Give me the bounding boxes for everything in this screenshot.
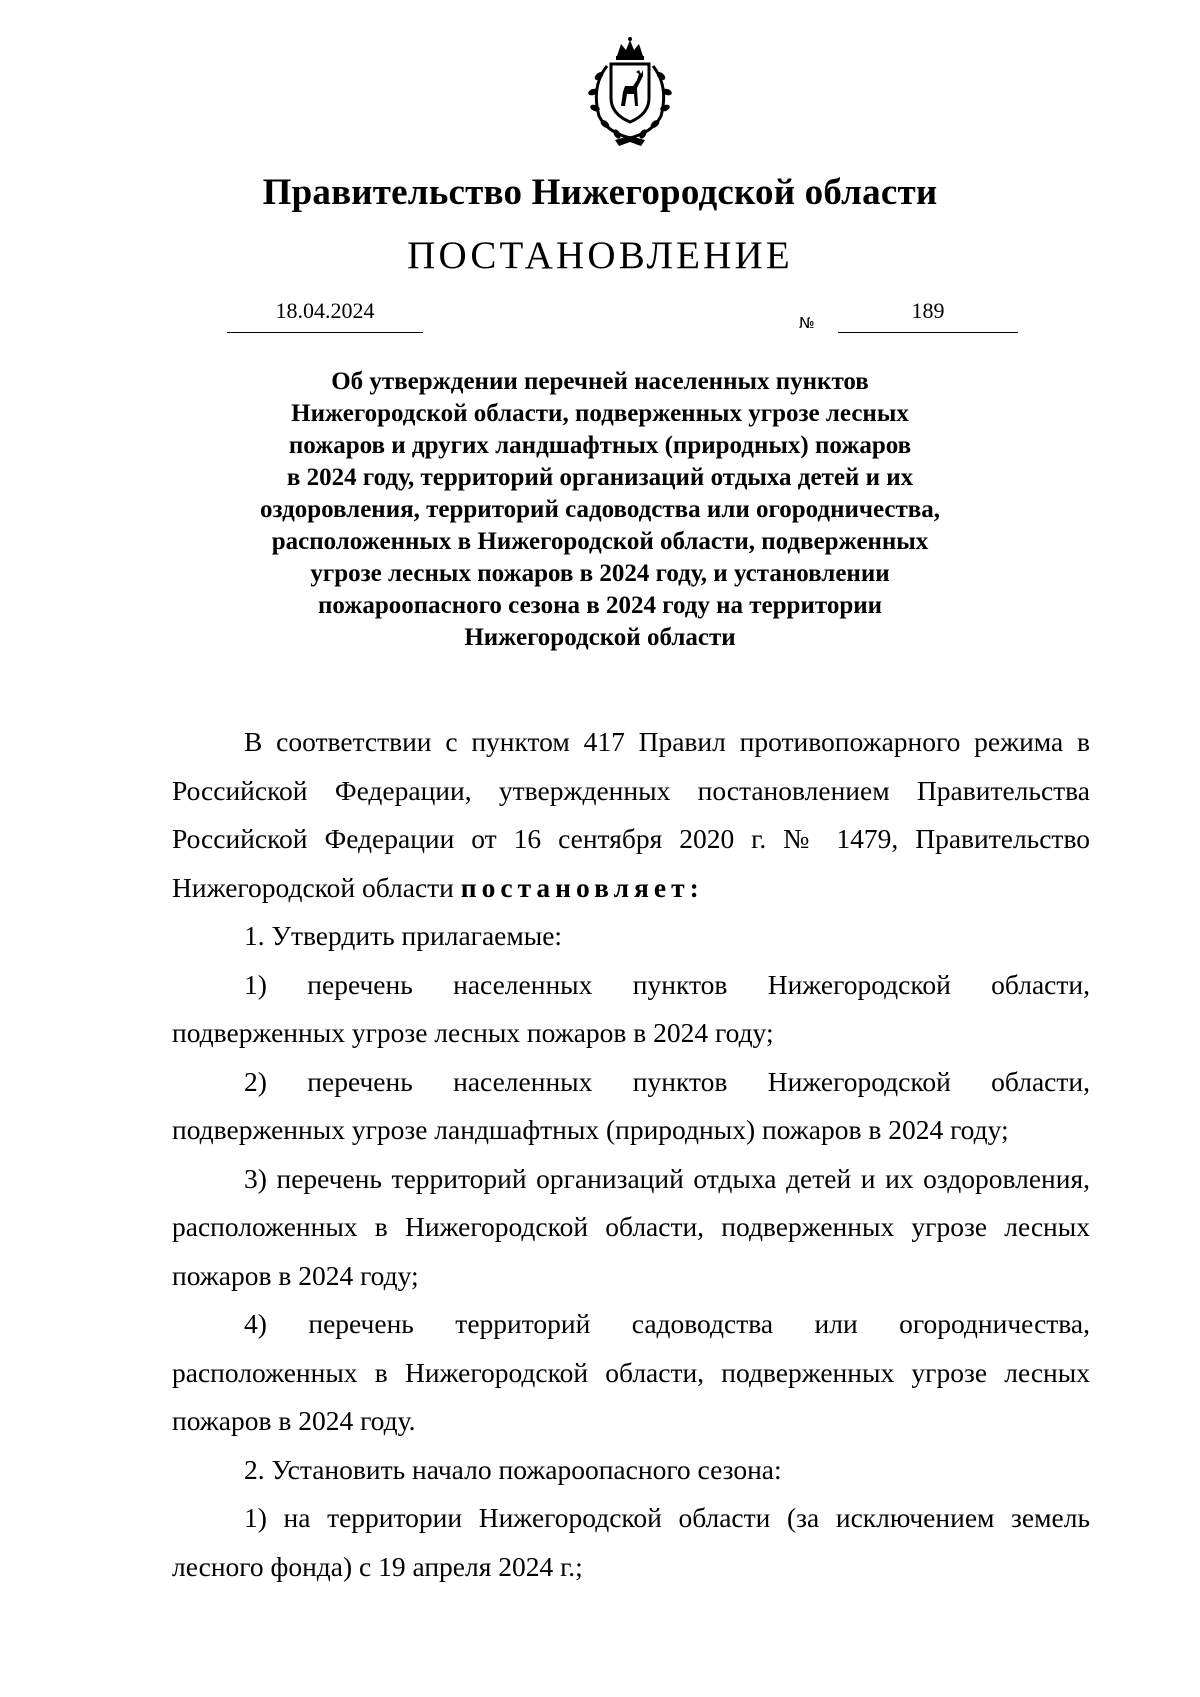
resolution-keyword: постановляет:: [460, 871, 704, 903]
document-body: [172, 718, 1090, 1591]
clause-1-item-3: 3) перечень территорий организаций отдыха детей и их оздоровления, расположенных в Нижегородской области, подверженных угрозе лесных пожаров в 2024 году;: [172, 1162, 1090, 1291]
subject-line: Об утверждении перечней населенных пунктов: [331, 368, 869, 395]
clause-1: 1. Утвердить прилагаемые:: [244, 920, 563, 951]
document-date-field: [227, 298, 423, 333]
subject-line: Нижегородской области, подверженных угрозе лесных: [291, 400, 909, 427]
document-type: ПОСТАНОВЛЕНИЕ: [407, 234, 793, 277]
number-sign: №: [799, 314, 815, 332]
clause-1-item-4: 4) перечень территорий садоводства или огородничества, расположенных в Нижегородской области, подверженных угрозе лесных пожаров в 2024 году.: [172, 1308, 1090, 1436]
subject-line: расположенных в Нижегородской области, подверженных: [271, 528, 929, 555]
clause-2-item-1: 1) на территории Нижегородской области (за исключением земель лесного фонда) с 19 апреля 2024 г.;: [172, 1502, 1090, 1582]
subject-line: пожаров и других ландшафтных (природных) пожаров: [288, 432, 912, 459]
document-number-field: [838, 298, 1018, 333]
document-subject: [150, 366, 1050, 654]
subject-line: угрозе лесных пожаров в 2024 году, и установлении: [310, 560, 890, 587]
subject-line: Нижегородской области: [464, 624, 736, 651]
preamble-text: В соответствии с пунктом 417 Правил противопожарного режима в Российской Федерации, утвержденных постановлением Правительства Российской Федерации от 16 сентября 2020 г. № 1479, Правительство Нижегородской области: [172, 726, 1090, 903]
subject-line: оздоровления, территорий садоводства или огородничества,: [259, 496, 941, 523]
government-name: Правительство Нижегородской области: [262, 172, 938, 213]
clause-1-item-1: 1) перечень населенных пунктов Нижегородской области, подверженных угрозе лесных пожаров в 2024 году;: [172, 968, 1090, 1048]
coat-of-arms-icon: [577, 36, 683, 148]
document-number: 189: [911, 298, 945, 323]
subject-line: пожароопасного сезона в 2024 году на территории: [317, 592, 883, 619]
subject-line: в 2024 году, территорий организаций отдыха детей и их: [286, 464, 914, 491]
clause-1-item-2: 2) перечень населенных пунктов Нижегородской области, подверженных угрозе ландшафтных (природных) пожаров в 2024 году;: [172, 1065, 1090, 1145]
clause-2: 2. Установить начало пожароопасного сезона:: [244, 1453, 782, 1485]
document-date: 18.04.2024: [275, 298, 375, 323]
preamble-paragraph: [172, 718, 1090, 912]
